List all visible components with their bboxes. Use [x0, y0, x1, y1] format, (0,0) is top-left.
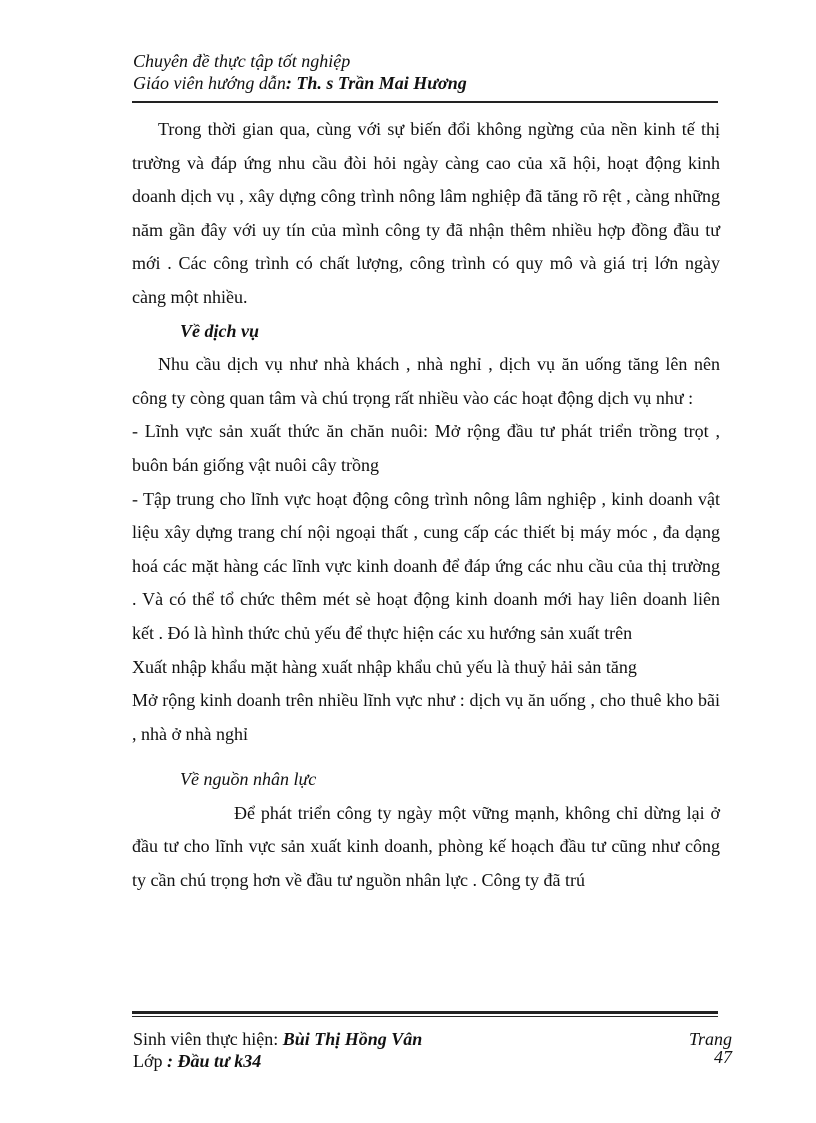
paragraph-import-export: Xuất nhập khẩu mặt hàng xuất nhập khẩu chủ yếu là thuỷ hải sản tăng	[132, 656, 637, 677]
footer-class-name: : Đầu tư k34	[167, 1051, 262, 1071]
document-body	[132, 113, 720, 898]
paragraph-focus-areas: - Tập trung cho lĩnh vực hoạt động công trình nông lâm nghiệp , kinh doanh vật liệu xây dựng trang chí nội ngoại thất , cung cấp các thiết bị máy móc , đa dạng hoá các mặt hàng các lĩnh vực kinh doanh để đáp ứng các nhu cầu của thị trường . Và có thể tổ chức thêm mét sè hoạt động kinh doanh mới hay liên doanh liên kết . Đó là hình thức chủ yếu để thực hiện các xu hướng sản xuất trên	[132, 488, 720, 643]
footer-class-label: Lớp	[133, 1051, 163, 1071]
paragraph-animal-feed: - Lĩnh vực sản xuất thức ăn chăn nuôi: Mở rộng đầu tư phát triển trồng trọt , buôn bán giống vật nuôi cây trồng	[132, 421, 720, 475]
page-label: Trang	[688, 1029, 732, 1049]
footer-student-label: Sinh viên thực hiện:	[133, 1029, 279, 1049]
footer-student-line	[133, 1028, 422, 1050]
header-advisor-label: Giáo viên hướng dẫn	[133, 73, 286, 93]
footer-divider-thick	[132, 1011, 718, 1014]
paragraph-intro: Trong thời gian qua, cùng với sự biến đổi không ngừng của nền kinh tế thị trường và đáp ứng nhu cầu đòi hỏi ngày càng cao của xã hội, hoạt động kinh doanh dịch vụ , xây dựng công trình nông lâm nghiệp đã tăng rõ rệt , càng những năm gần đây với uy tín của mình công ty đã nhận thêm nhiều hợp đồng đầu tư mới . Các công trình có chất lượng, công trình có quy mô và giá trị lớn ngày càng một nhiều.	[132, 119, 720, 307]
page-header	[133, 50, 733, 94]
header-course-title: Chuyên đề thực tập tốt nghiệp	[133, 51, 351, 71]
footer-class-line	[133, 1050, 422, 1072]
header-advisor-name: : Th. s Trần Mai Hương	[285, 73, 467, 93]
section-heading-human-resources: Về nguồn nhân lực	[180, 769, 317, 790]
footer-divider-thin	[132, 1016, 718, 1017]
header-advisor-line	[133, 72, 733, 94]
header-divider	[132, 101, 718, 103]
paragraph-human-resources: Để phát triển công ty ngày một vững mạnh, không chỉ dừng lại ở đầu tư cho lĩnh vực sản xuất kinh doanh, phòng kế hoạch đầu tư cũng như công ty cần chú trọng hơn về đầu tư nguồn nhân lực . Công ty đã trú	[132, 802, 720, 891]
footer-student-name: Bùi Thị Hồng Vân	[282, 1029, 423, 1049]
section-heading-services: Về dịch vụ	[180, 320, 259, 341]
paragraph-expand-business: Mở rộng kinh doanh trên nhiều lĩnh vực như : dịch vụ ăn uống , cho thuê kho bãi , nhà ở nhà nghỉ	[132, 690, 720, 744]
paragraph-services-demand: Nhu cầu dịch vụ như nhà khách , nhà nghỉ , dịch vụ ăn uống tăng lên nên công ty còng quan tâm và chú trọng rất nhiều vào các hoạt động dịch vụ như :	[132, 354, 720, 408]
page-number-block	[672, 1030, 732, 1066]
page-number: 47	[714, 1047, 732, 1067]
page-footer-info	[133, 1028, 422, 1072]
